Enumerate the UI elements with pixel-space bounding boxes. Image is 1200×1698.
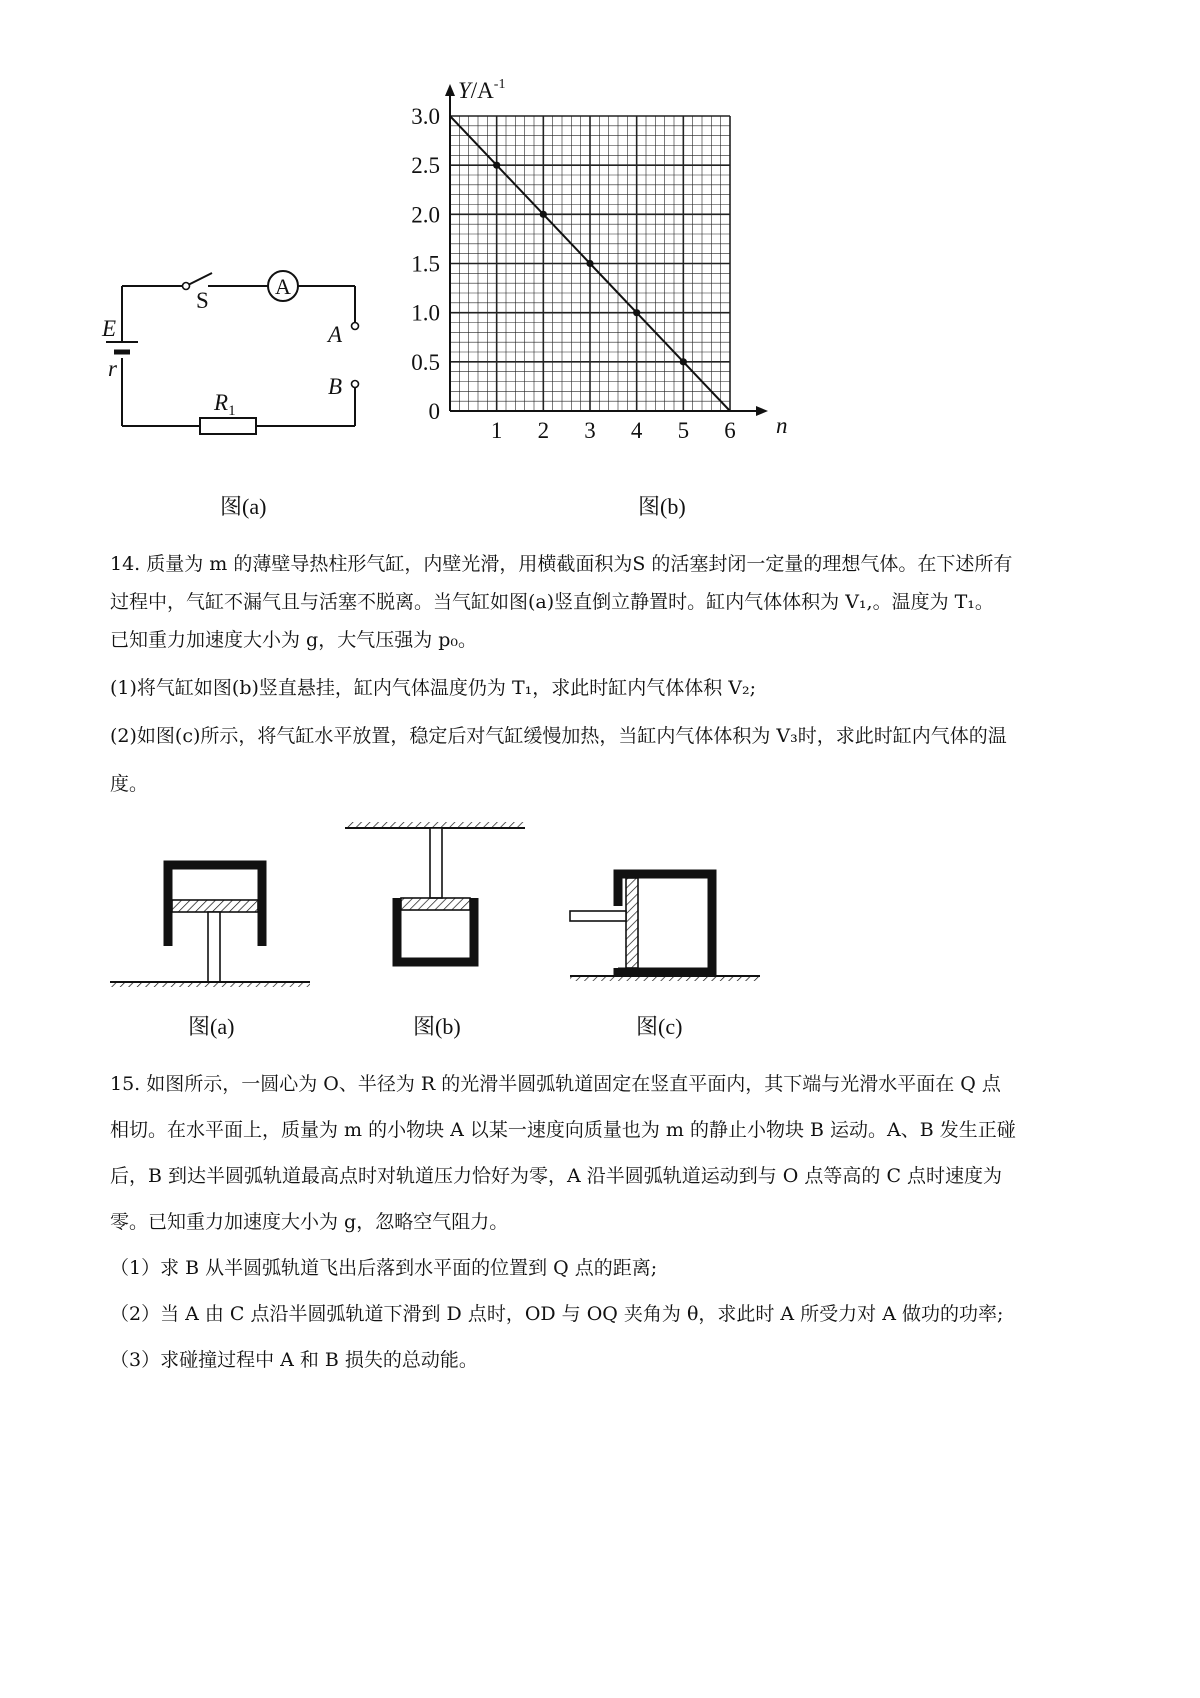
q14-line: 14. 质量为 m 的薄壁导热柱形气缸，内壁光滑，用横截面积为S 的活塞封闭一定量的理想气体。在下述所有 (110, 553, 1013, 575)
q14-line: (2)如图(c)所示，将气缸水平放置，稳定后对气缸缓慢加热，当缸内气体体积为 V₃时，求此时缸内气体的温 (110, 725, 1007, 747)
x-tick-label: 4 (630, 418, 643, 443)
y-tick-label: 3.0 (411, 104, 440, 129)
data-point (540, 211, 547, 218)
q15-line: 15. 如图所示，一圆心为 O、半径为 R 的光滑半圆弧轨道固定在竖直平面内，其下端与光滑水平面在 Q 点 (110, 1073, 1001, 1095)
cylinder-b (345, 825, 525, 962)
label-B: B (328, 374, 343, 399)
cylinder-caption-a: 图(a) (188, 1014, 235, 1039)
y-tick-label: 0.5 (411, 349, 440, 375)
y-tick-label: 0 (428, 399, 440, 424)
y-axis-arrow (445, 84, 455, 96)
cylinder-figures (100, 820, 800, 990)
data-point (633, 309, 640, 316)
data-point (493, 162, 500, 169)
x-tick-label: 6 (724, 418, 736, 443)
ammeter-label: A (275, 274, 291, 299)
y-tick-label: 1.0 (411, 300, 440, 326)
label-R1: $R_1$ (214, 390, 236, 419)
q15-line: （1）求 B 从半圆弧轨道飞出后落到水平面的位置到 Q 点的距离; (110, 1257, 658, 1279)
q15-line: 零。已知重力加速度大小为 g，忽略空气阻力。 (110, 1211, 509, 1233)
q14-line: 度。 (110, 773, 149, 795)
label-E: E (102, 316, 117, 341)
y-axis-label: $Y/A^{-1}$ (458, 77, 506, 103)
x-tick-label: 5 (677, 418, 690, 443)
question-14 (110, 545, 1100, 803)
cylinder-caption-c: 图(c) (636, 1014, 683, 1039)
graph-caption: 图(b) (638, 494, 686, 519)
label-S: S (196, 288, 209, 313)
cylinder-caption-b: 图(b) (413, 1014, 461, 1039)
x-tick-label: 3 (584, 418, 596, 443)
cylinder-a (110, 865, 310, 984)
q14-line: 已知重力加速度大小为 g，大气压强为 p₀。 (110, 629, 478, 651)
q15-line: 相切。在水平面上，质量为 m 的小物块 A 以某一速度向质量也为 m 的静止小物块 B 运动。A、B 发生正碰 (110, 1119, 1016, 1141)
graph-figure-b (400, 77, 790, 490)
question-15 (110, 1065, 1100, 1379)
q14-line: 过程中，气缸不漏气且与活塞不脱离。当气缸如图(a)竖直倒立静置时。缸内气体体积为 V₁,。温度为 T₁。 (110, 591, 994, 613)
cylinder-c (570, 874, 760, 978)
x-tick-label: 2 (537, 418, 550, 443)
circuit-caption: 图(a) (220, 494, 267, 519)
label-A: A (328, 322, 343, 347)
y-tick-label: 2.0 (411, 202, 440, 228)
x-axis-label: n (776, 413, 788, 438)
q15-line: （2）当 A 由 C 点沿半圆弧轨道下滑到 D 点时，OD 与 OQ 夹角为 θ，求此时 A 所受力对 A 做功的功率; (110, 1303, 1004, 1325)
y-tick-label: 1.5 (411, 251, 440, 277)
x-axis-arrow (756, 406, 768, 416)
q15-line: 后，B 到达半圆弧轨道最高点时对轨道压力恰好为零，A 沿半圆弧轨道运动到与 O 点等高的 C 点时速度为 (110, 1165, 1003, 1187)
label-r: r (108, 356, 117, 381)
q15-line: （3）求碰撞过程中 A 和 B 损失的总动能。 (110, 1349, 478, 1371)
data-point (586, 260, 593, 267)
data-point (680, 358, 687, 365)
q14-line: (1)将气缸如图(b)竖直悬挂，缸内气体温度仍为 T₁，求此时缸内气体体积 V₂; (110, 677, 757, 699)
circuit-diagram (100, 270, 400, 450)
x-tick-label: 1 (490, 418, 503, 443)
y-tick-label: 2.5 (411, 153, 440, 179)
